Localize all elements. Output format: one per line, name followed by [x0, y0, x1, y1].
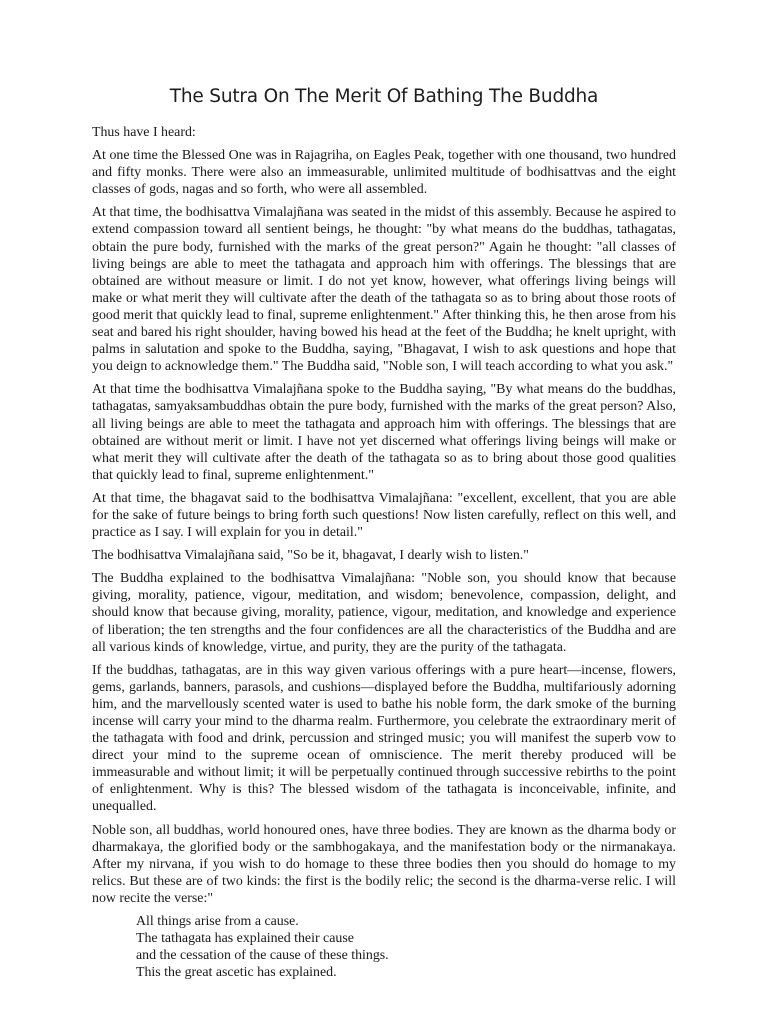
verse-block	[136, 913, 676, 981]
paragraph: At that time, the bodhisattva Vimalajñana was seated in the midst of this assembly. Because he aspired to extend compassion toward all sentient beings, he thought: "by what means do the buddhas, tathagatas, obtain the pure body, furnished with the marks of the great person?" Again he thought: "all classes of living beings are able to meet the tathagata and approach him with offerings. The blessings that are obtained are without measure or limit. I do not yet know, however, what offerings living beings will make or what merit they will cultivate after the death of the tathagata so as to bring about those roots of good merit that quickly lead to final, supreme enlightenment." After thinking this, he then arose from his seat and bared his right shoulder, having bowed his head at the feet of the Buddha; he knelt upright, with palms in salutation and spoke to the Buddha, saying, "Bhagavat, I wish to ask questions and hope that you deign to acknowledge them." The Buddha said, "Noble son, I will teach according to what you ask."	[92, 205, 676, 375]
paragraph: Noble son, all buddhas, world honoured ones, have three bodies. They are known as the dharma body or dharmakaya, the glorified body or the sambhogakaya, and the manifestation body or the nirmanakaya. After my nirvana, if you wish to do homage to these three bodies then you should do homage to my relics. But these are of two kinds: the first is the bodily relic; the second is the dharma-verse relic. I will now recite the verse:"	[92, 822, 676, 906]
paragraph: The bodhisattva Vimalajñana said, "So be it, bhagavat, I dearly wish to listen."	[92, 548, 529, 564]
verse-line: This the great ascetic has explained.	[136, 965, 337, 981]
paragraph: At one time the Blessed One was in Rajagriha, on Eagles Peak, together with one thousand, two hundred and fifty monks. There were also an immeasurable, unlimited multitude of bodhisattvas and the eight classes of gods, nagas and so forth, who were all assembled.	[92, 148, 676, 198]
paragraph: Thus have I heard:	[92, 125, 196, 140]
document-body	[92, 124, 676, 981]
paragraph: If the buddhas, tathagatas, are in this way given various offerings with a pure heart—incense, flowers, gems, garlands, banners, parasols, and cushions—displayed before the Buddha, multifariously adorning him, and the marvellously scented water is used to bathe his noble form, the dark smoke of the burning incense will carry your mind to the dharma realm. Furthermore, you celebrate the extraordinary merit of the tathagata with food and drink, percussion and stringed music; you will manifest the superb vow to direct your mind to the supreme ocean of omniscience. The merit thereby produced will be immeasurable and without limit; it will be perpetually continued through successive rebirths to the point of enlightenment. Why is this? The blessed wisdom of the tathagata is inconceivable, infinite, and unequalled.	[92, 662, 676, 815]
paragraph: The Buddha explained to the bodhisattva Vimalajñana: "Noble son, you should know that because giving, morality, patience, vigour, meditation, and wisdom; benevolence, compassion, delight, and should know that because giving, morality, patience, vigour, meditation, and knowledge and experience of liberation; the ten strengths and the four confidences are all the characteristics of the Buddha and are all various kinds of knowledge, virtue, and purity, they are the purity of the tathagata.	[92, 571, 676, 655]
document-title: The Sutra On The Merit Of Bathing The Buddha	[169, 86, 599, 107]
verse-line: The tathagata has explained their cause	[136, 931, 354, 947]
verse-line: and the cessation of the cause of these things.	[136, 948, 389, 964]
paragraph: At that time the bodhisattva Vimalajñana spoke to the Buddha saying, "By what means do the buddhas, tathagatas, samyaksambuddhas obtain the pure body, furnished with the marks of the great person? Also, all living beings are able to meet the tathagata and approach him with offerings. The blessings that are obtained are without merit or limit. I have not yet discerned what offerings living beings will make or what merit they will cultivate after the death of the tathagata so as to bring about those good qualities that quickly lead to final, supreme enlightenment."	[92, 382, 676, 483]
paragraph: At that time, the bhagavat said to the bodhisattva Vimalajñana: "excellent, excellent, that you are able for the sake of future beings to bring forth such questions! Now listen carefully, reflect on this well, and practice as I say. I will explain for you in detail."	[92, 490, 676, 541]
verse-line: All things arise from a cause.	[136, 914, 299, 930]
